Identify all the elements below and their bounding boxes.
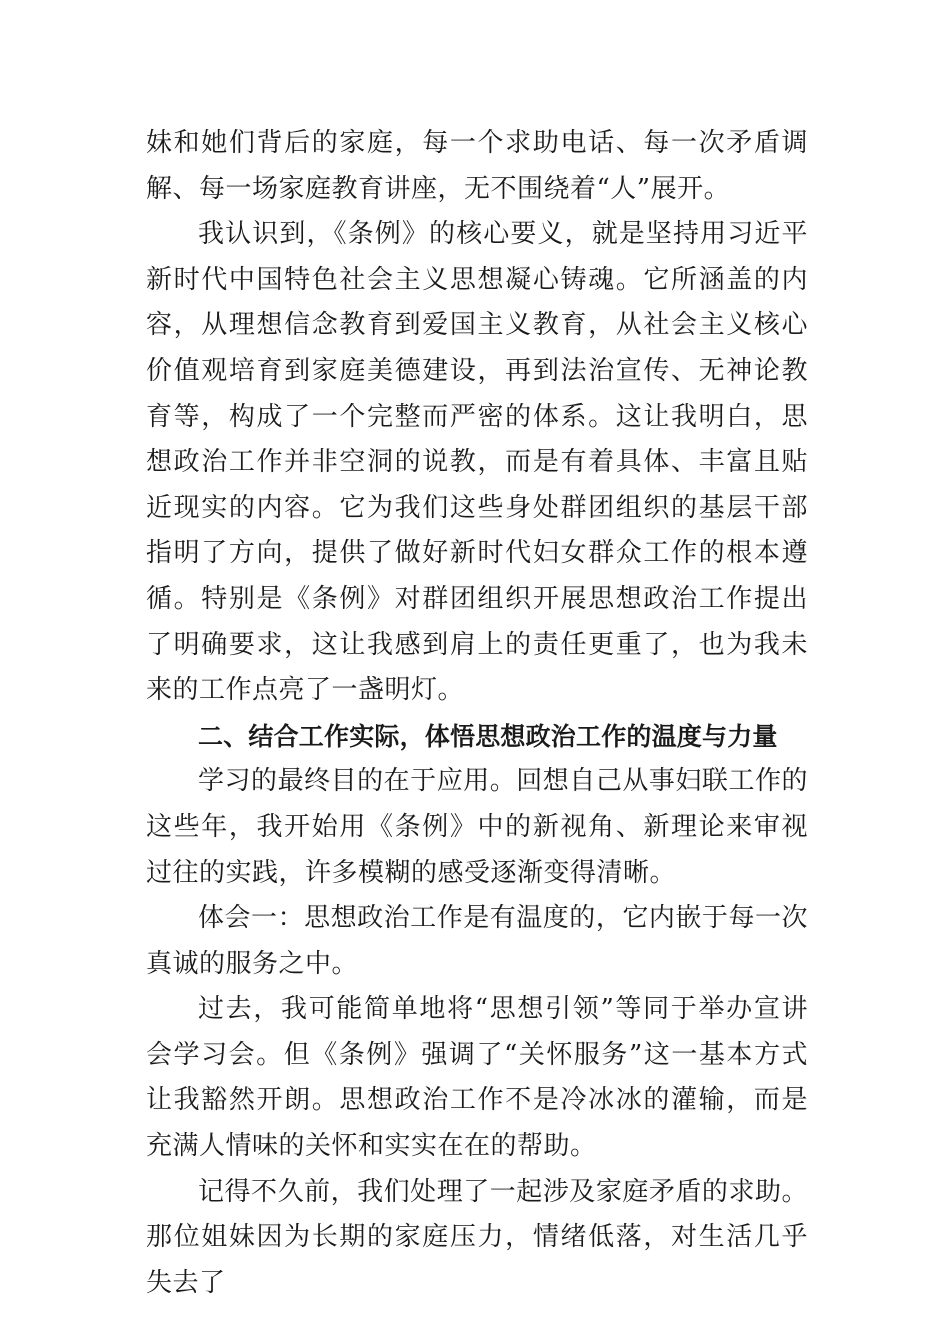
paragraph-case-story: 记得不久前，我们处理了一起涉及家庭矛盾的求助。那位姐妹因为长期的家庭压力，情绪低落，对生活几乎失去了 xyxy=(146,1176,808,1298)
paragraph-insight-one: 体会一：思想政治工作是有温度的，它内嵌于每一次真诚的服务之中。 xyxy=(146,903,808,979)
paragraph-core-meaning: 我认识到，《条例》的核心要义，就是坚持用习近平新时代中国特色社会主义思想凝心铸魂。它所涵盖的内容，从理想信念教育到爱国主义教育，从社会主义核心价值观培育到家庭美德建设，再到法治宣传、无神论教育等，构成了一个完整而严密的体系。这让我明白，思想政治工作并非空洞的说教，而是有着具体、丰富且贴近现实的内容。它为我们这些身处群团组织的基层干部指明了方向，提供了做好新时代妇女群众工作的根本遵循。特别是《条例》对群团组织开展思想政治工作提出了明确要求，这让我感到肩上的责任更重了，也为我未来的工作点亮了一盏明灯。 xyxy=(146,219,808,706)
paragraph-past-understanding: 过去，我可能简单地将“思想引领”等同于举办宣讲会学习会。但《条例》强调了“关怀服务”这一基本方式让我豁然开朗。思想政治工作不是冷冰冰的灌输，而是充满人情味的关怀和实实在在的帮助。 xyxy=(146,994,808,1162)
document-page xyxy=(146,121,808,1306)
paragraph-application: 学习的最终目的在于应用。回想自己从事妇联工作的这些年，我开始用《条例》中的新视角、新理论来审视过往的实践，许多模糊的感受逐渐变得清晰。 xyxy=(146,766,808,888)
paragraph-continuation: 妹和她们背后的家庭，每一个求助电话、每一次矛盾调解、每一场家庭教育讲座，无不围绕着“人”展开。 xyxy=(146,128,808,204)
section-heading-two: 二、结合工作实际，体悟思想政治工作的温度与力量 xyxy=(198,721,778,751)
